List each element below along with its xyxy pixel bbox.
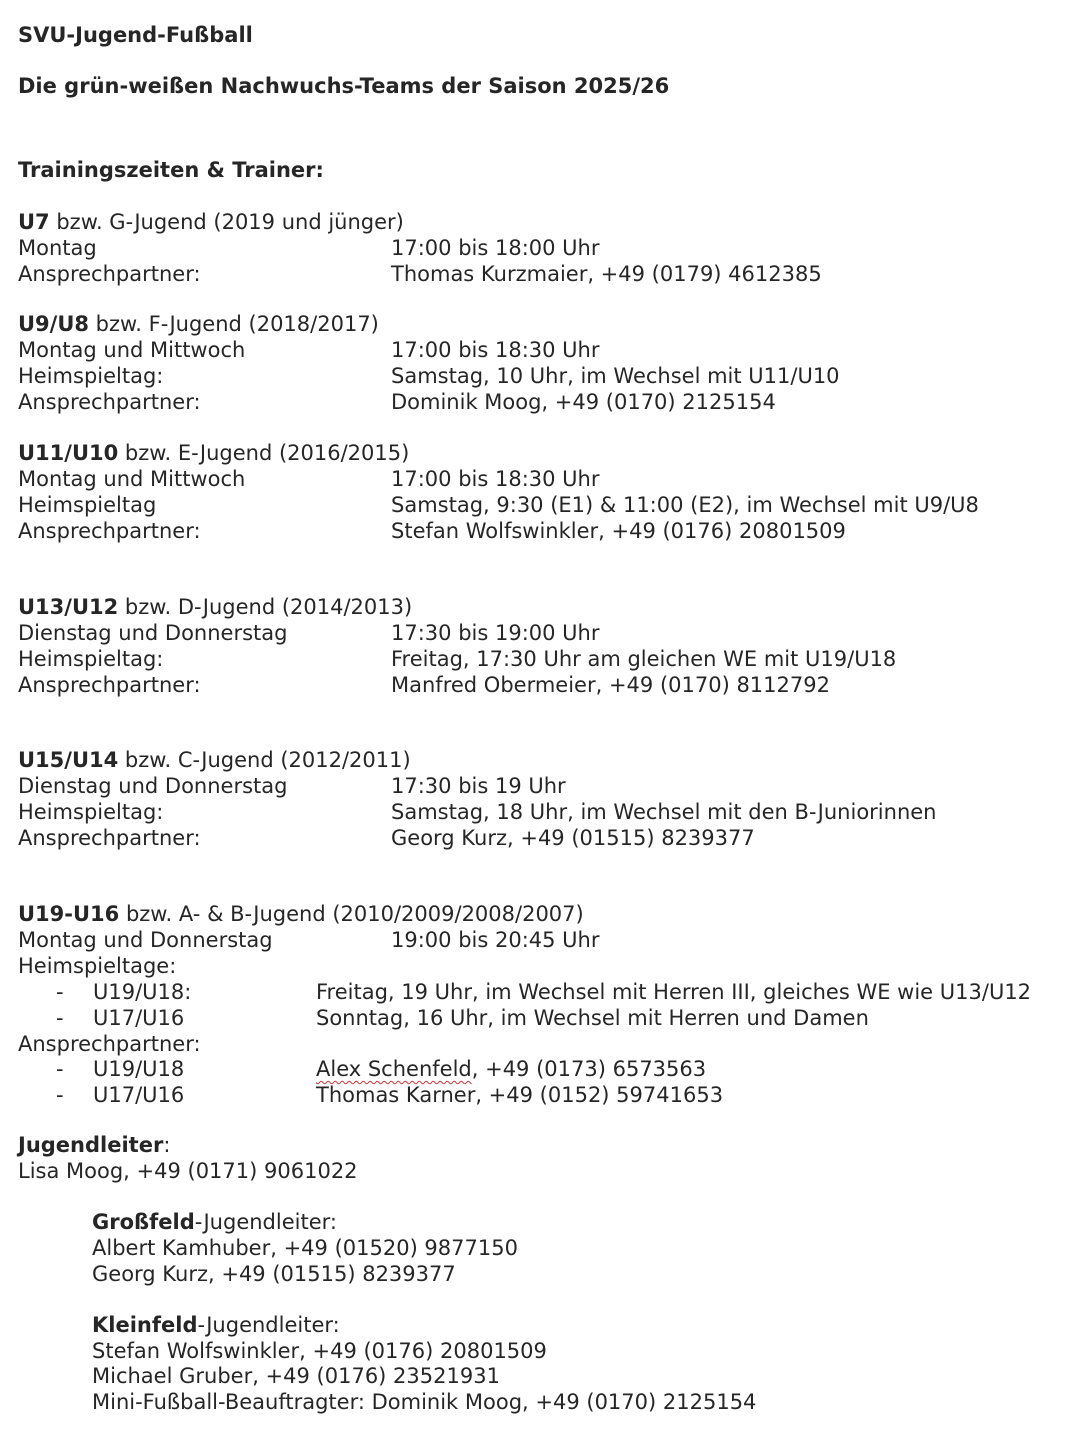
row-label: Ansprechpartner:	[18, 390, 201, 414]
row-value: 19:00 bis 20:45 Uhr	[391, 928, 600, 952]
row-label: Montag und Mittwoch	[18, 338, 246, 362]
row-value: Samstag, 18 Uhr, im Wechsel mit den B-Juniorinnen	[391, 800, 937, 824]
row-value: Georg Kurz, +49 (01515) 8239377	[391, 826, 755, 850]
list-item-team: U19/U18:	[93, 980, 192, 1004]
row-label: Ansprechpartner:	[18, 673, 201, 697]
row-value: 17:30 bis 19:00 Uhr	[391, 621, 600, 645]
kleinfeld-person: Mini-Fußball-Beauftragter: Dominik Moog, +49 (0170) 2125154	[92, 1390, 757, 1414]
row-label: Dienstag und Donnerstag	[18, 774, 288, 798]
row-label: Heimspieltag	[18, 493, 157, 517]
team-heading-u15-u14: U15/U14 bzw. C-Jugend (2012/2011)	[18, 748, 411, 772]
heimspieltage-label: Heimspieltage:	[18, 954, 177, 978]
row-label: Heimspieltag:	[18, 647, 164, 671]
row-label: Ansprechpartner:	[18, 262, 201, 286]
row-value: Stefan Wolfswinkler, +49 (0176) 20801509	[391, 519, 846, 543]
list-item-value: Alex Schenfeld, +49 (0173) 6573563	[316, 1057, 707, 1081]
ansprechpartner-label: Ansprechpartner:	[18, 1032, 201, 1056]
spellcheck-flagged-word[interactable]: Alex Schenfeld	[316, 1057, 472, 1081]
document-title: SVU-Jugend-Fußball	[18, 23, 253, 47]
row-label: Montag	[18, 236, 97, 260]
team-heading-u7: U7 bzw. G-Jugend (2019 und jünger)	[18, 210, 404, 234]
row-label: Montag und Donnerstag	[18, 928, 273, 952]
list-item-value: Sonntag, 16 Uhr, im Wechsel mit Herren und Damen	[316, 1006, 869, 1030]
jugendleiter-person: Lisa Moog, +49 (0171) 9061022	[18, 1159, 358, 1183]
row-label: Heimspieltag:	[18, 800, 164, 824]
row-label: Montag und Mittwoch	[18, 467, 246, 491]
grossfeld-heading: Großfeld-Jugendleiter:	[92, 1210, 337, 1234]
list-bullet: -	[56, 1006, 64, 1030]
team-heading-u9-u8: U9/U8 bzw. F-Jugend (2018/2017)	[18, 312, 379, 336]
list-item-team: U17/U16	[93, 1006, 185, 1030]
kleinfeld-heading: Kleinfeld-Jugendleiter:	[92, 1313, 340, 1337]
kleinfeld-person: Stefan Wolfswinkler, +49 (0176) 20801509	[92, 1339, 547, 1363]
list-bullet: -	[56, 980, 64, 1004]
list-item-team: U17/U16	[93, 1083, 185, 1107]
row-value: 17:30 bis 19 Uhr	[391, 774, 566, 798]
row-value: Thomas Kurzmaier, +49 (0179) 4612385	[391, 262, 822, 286]
team-heading-u19-u16: U19-U16 bzw. A- & B-Jugend (2010/2009/2008/2007)	[18, 902, 584, 926]
team-heading-u11-u10: U11/U10 bzw. E-Jugend (2016/2015)	[18, 441, 410, 465]
row-label: Ansprechpartner:	[18, 826, 201, 850]
row-value: Manfred Obermeier, +49 (0170) 8112792	[391, 673, 830, 697]
grossfeld-person: Georg Kurz, +49 (01515) 8239377	[92, 1262, 456, 1286]
row-value: 17:00 bis 18:30 Uhr	[391, 467, 600, 491]
list-item-value: Freitag, 19 Uhr, im Wechsel mit Herren III, gleiches WE wie U13/U12	[316, 980, 1032, 1004]
row-label: Heimspieltag:	[18, 364, 164, 388]
row-value: Freitag, 17:30 Uhr am gleichen WE mit U19/U18	[391, 647, 897, 671]
row-label: Ansprechpartner:	[18, 519, 201, 543]
row-value: Dominik Moog, +49 (0170) 2125154	[391, 390, 776, 414]
row-value: 17:00 bis 18:00 Uhr	[391, 236, 600, 260]
list-item-value: Thomas Karner, +49 (0152) 59741653	[316, 1083, 724, 1107]
grossfeld-person: Albert Kamhuber, +49 (01520) 9877150	[92, 1236, 518, 1260]
list-bullet: -	[56, 1057, 64, 1081]
list-item-team: U19/U18	[93, 1057, 185, 1081]
row-value: Samstag, 9:30 (E1) & 11:00 (E2), im Wechsel mit U9/U8	[391, 493, 979, 517]
row-value: 17:00 bis 18:30 Uhr	[391, 338, 600, 362]
list-bullet: -	[56, 1083, 64, 1107]
team-heading-u13-u12: U13/U12 bzw. D-Jugend (2014/2013)	[18, 595, 413, 619]
jugendleiter-heading: Jugendleiter:	[18, 1133, 171, 1157]
section-heading: Trainingszeiten & Trainer:	[18, 158, 324, 182]
kleinfeld-person: Michael Gruber, +49 (0176) 23521931	[92, 1364, 500, 1388]
row-label: Dienstag und Donnerstag	[18, 621, 288, 645]
document-subtitle: Die grün-weißen Nachwuchs-Teams der Saison 2025/26	[18, 74, 670, 98]
row-value: Samstag, 10 Uhr, im Wechsel mit U11/U10	[391, 364, 840, 388]
